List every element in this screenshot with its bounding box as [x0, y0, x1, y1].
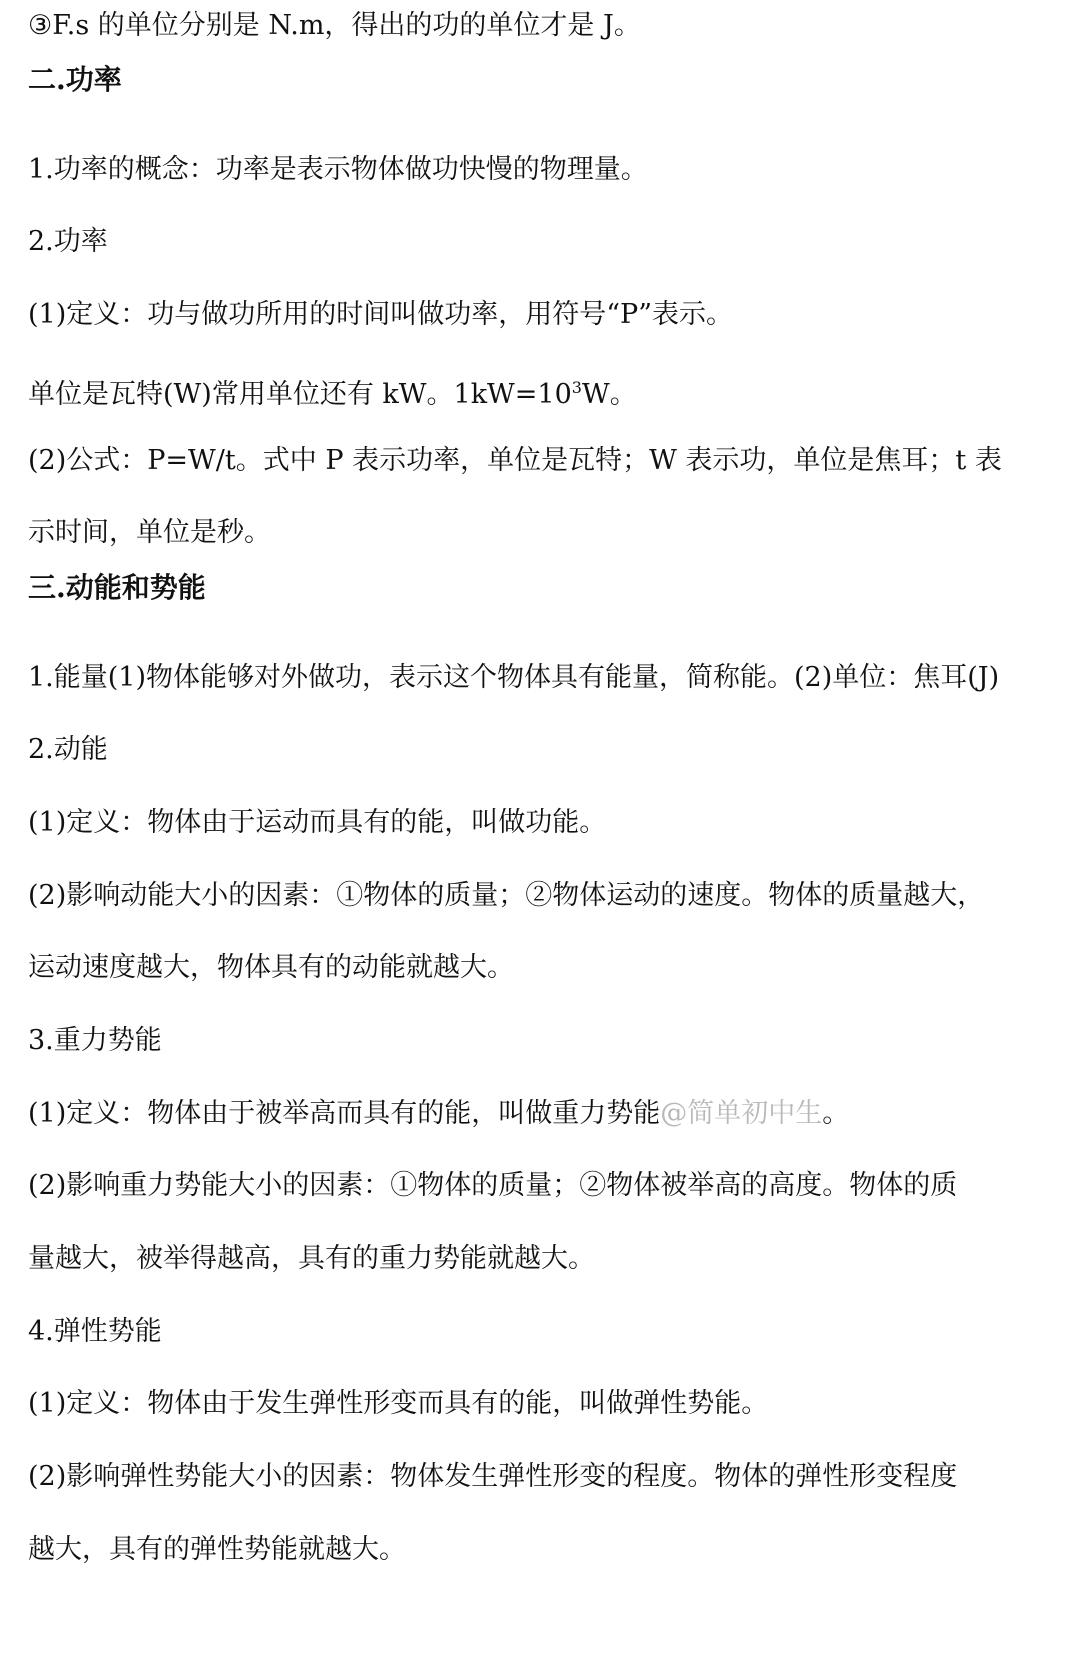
kinetic-factors: (2)影响动能大小的因素：①物体的质量；②物体运动的速度。物体的质量越大， [28, 880, 985, 911]
kinetic-definition: (1)定义：物体由于运动而具有的能，叫做功能。 [28, 807, 607, 838]
watermark: @简单初中生 [660, 1098, 823, 1129]
power-formula: (2)公式：P=W/t。式中 P 表示功率，单位是瓦特；W 表示功，单位是焦耳；t 表 [28, 445, 1002, 476]
power-formula-continued: 示时间，单位是秒。 [28, 517, 271, 548]
energy-definition: 1.能量(1)物体能够对外做功，表示这个物体具有能量，简称能。(2)单位：焦耳(J) [28, 662, 1000, 693]
power-unit-exponent: 3 [571, 378, 582, 397]
power-subheading: 2.功率 [28, 226, 108, 257]
elastic-subheading: 4.弹性势能 [28, 1316, 162, 1347]
gravity-subheading: 3.重力势能 [28, 1025, 162, 1056]
work-unit-note: ③F.s 的单位分别是 N.m，得出的功的单位才是 J。 [28, 10, 641, 41]
power-unit-text: 单位是瓦特(W)常用单位还有 kW。1kW=10 [28, 379, 572, 410]
kinetic-factors-continued: 运动速度越大，物体具有的动能就越大。 [28, 952, 514, 983]
elastic-definition: (1)定义：物体由于发生弹性形变而具有的能，叫做弹性势能。 [28, 1388, 769, 1419]
gravity-definition-text: (1)定义：物体由于被举高而具有的能，叫做重力势能 [28, 1098, 661, 1129]
gravity-definition [28, 1094, 849, 1134]
gravity-factors: (2)影响重力势能大小的因素：①物体的质量；②物体被举高的高度。物体的质 [28, 1170, 958, 1201]
kinetic-subheading: 2.动能 [28, 734, 108, 765]
heading-power: 二.功率 [28, 63, 122, 96]
elastic-factors: (2)影响弹性势能大小的因素：物体发生弹性形变的程度。物体的弹性形变程度 [28, 1461, 958, 1492]
heading-energy: 三.动能和势能 [28, 571, 206, 604]
elastic-factors-continued: 越大，具有的弹性势能就越大。 [28, 1534, 406, 1565]
gravity-factors-continued: 量越大，被举得越高，具有的重力势能就越大。 [28, 1243, 595, 1274]
power-definition: (1)定义：功与做功所用的时间叫做功率，用符号“P”表示。 [28, 299, 734, 330]
gravity-definition-end: 。 [822, 1098, 850, 1129]
power-unit [28, 368, 637, 408]
power-concept: 1.功率的概念：功率是表示物体做功快慢的物理量。 [28, 154, 648, 185]
power-unit-end: W。 [581, 379, 637, 410]
